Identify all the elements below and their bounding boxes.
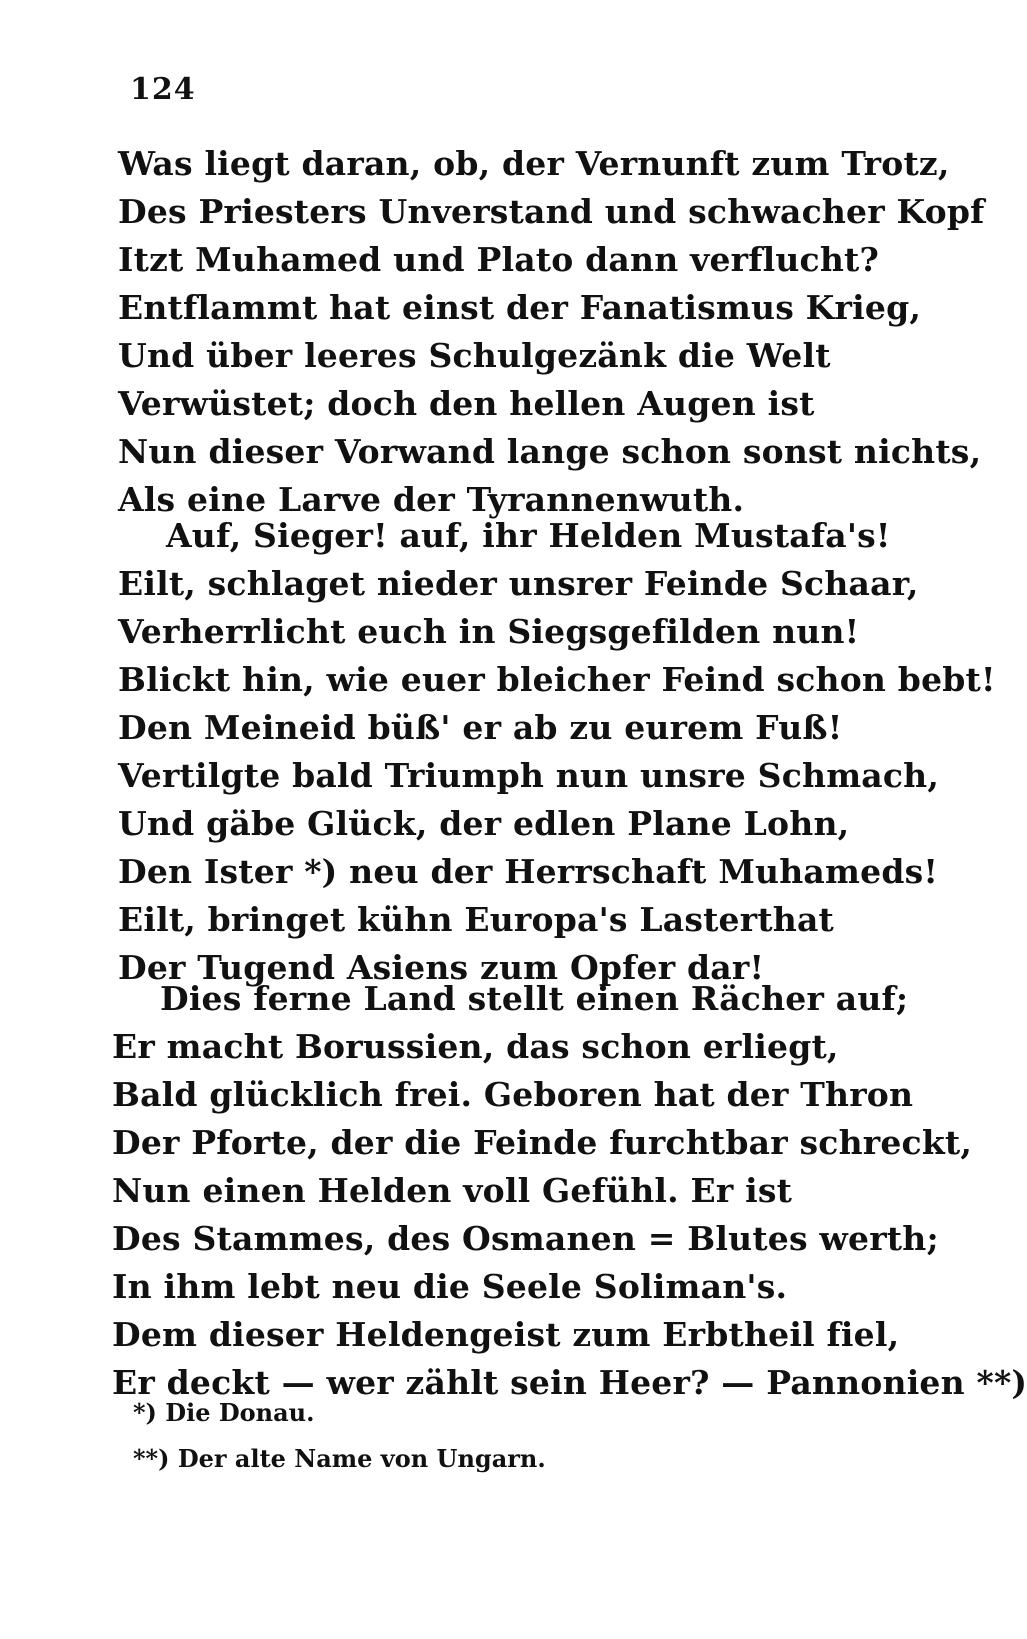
verse-line: Des Priesters Unverstand und schwacher Kopf [118, 192, 985, 231]
verse-line: Er deckt — wer zählt sein Heer? — Pannonien **) [112, 1363, 1027, 1402]
page-number: 124 [130, 72, 196, 107]
verse-line: Vertilgte bald Triumph nun unsre Schmach, [118, 756, 940, 795]
verse-line: Eilt, bringet kühn Europa's Lasterthat [118, 900, 834, 939]
verse-line: Blickt hin, wie euer bleicher Feind schon bebt! [118, 660, 996, 699]
footnotes [133, 1390, 546, 1482]
verse-line: Dem dieser Heldengeist zum Erbtheil fiel, [112, 1315, 900, 1354]
verse-line: In ihm lebt neu die Seele Soliman's. [112, 1267, 788, 1306]
stanza-2 [118, 512, 1018, 992]
verse-line: Verherrlicht euch in Siegsgefilden nun! [118, 612, 860, 651]
verse-line: Entflammt hat einst der Fanatismus Krieg, [118, 288, 922, 327]
verse-line: Auf, Sieger! auf, ihr Helden Mustafa's! [166, 516, 891, 555]
verse-line: Der Pforte, der die Feinde furchtbar schreckt, [112, 1123, 973, 1162]
verse-line: Verwüstet; doch den hellen Augen ist [118, 384, 815, 423]
verse-line: Nun dieser Vorwand lange schon sonst nichts, [118, 432, 982, 471]
footnote: *) Die Donau. [133, 1398, 315, 1427]
verse-line: Des Stammes, des Osmanen = Blutes werth; [112, 1219, 939, 1258]
footnote: **) Der alte Name von Ungarn. [133, 1444, 546, 1473]
verse-line: Er macht Borussien, das schon erliegt, [112, 1027, 839, 1066]
stanza-1 [118, 140, 1018, 524]
stanza-3 [112, 975, 1027, 1407]
verse-line: Und gäbe Glück, der edlen Plane Lohn, [118, 804, 850, 843]
verse-line: Als eine Larve der Tyrannenwuth. [118, 480, 745, 519]
verse-line: Den Ister *) neu der Herrschaft Muhameds! [118, 852, 939, 891]
verse-line: Den Meineid büß' er ab zu eurem Fuß! [118, 708, 843, 747]
verse-line: Der Tugend Asiens zum Opfer dar! [118, 948, 765, 987]
verse-line: Bald glücklich frei. Geboren hat der Thron [112, 1075, 914, 1114]
verse-line: Und über leeres Schulgezänk die Welt [118, 336, 831, 375]
verse-line: Itzt Muhamed und Plato dann verflucht? [118, 240, 880, 279]
verse-line: Was liegt daran, ob, der Vernunft zum Trotz, [118, 144, 950, 183]
verse-line: Nun einen Helden voll Gefühl. Er ist [112, 1171, 793, 1210]
verse-line: Eilt, schlaget nieder unsrer Feinde Schaar, [118, 564, 919, 603]
verse-line: Dies ferne Land stellt einen Rächer auf; [160, 979, 909, 1018]
